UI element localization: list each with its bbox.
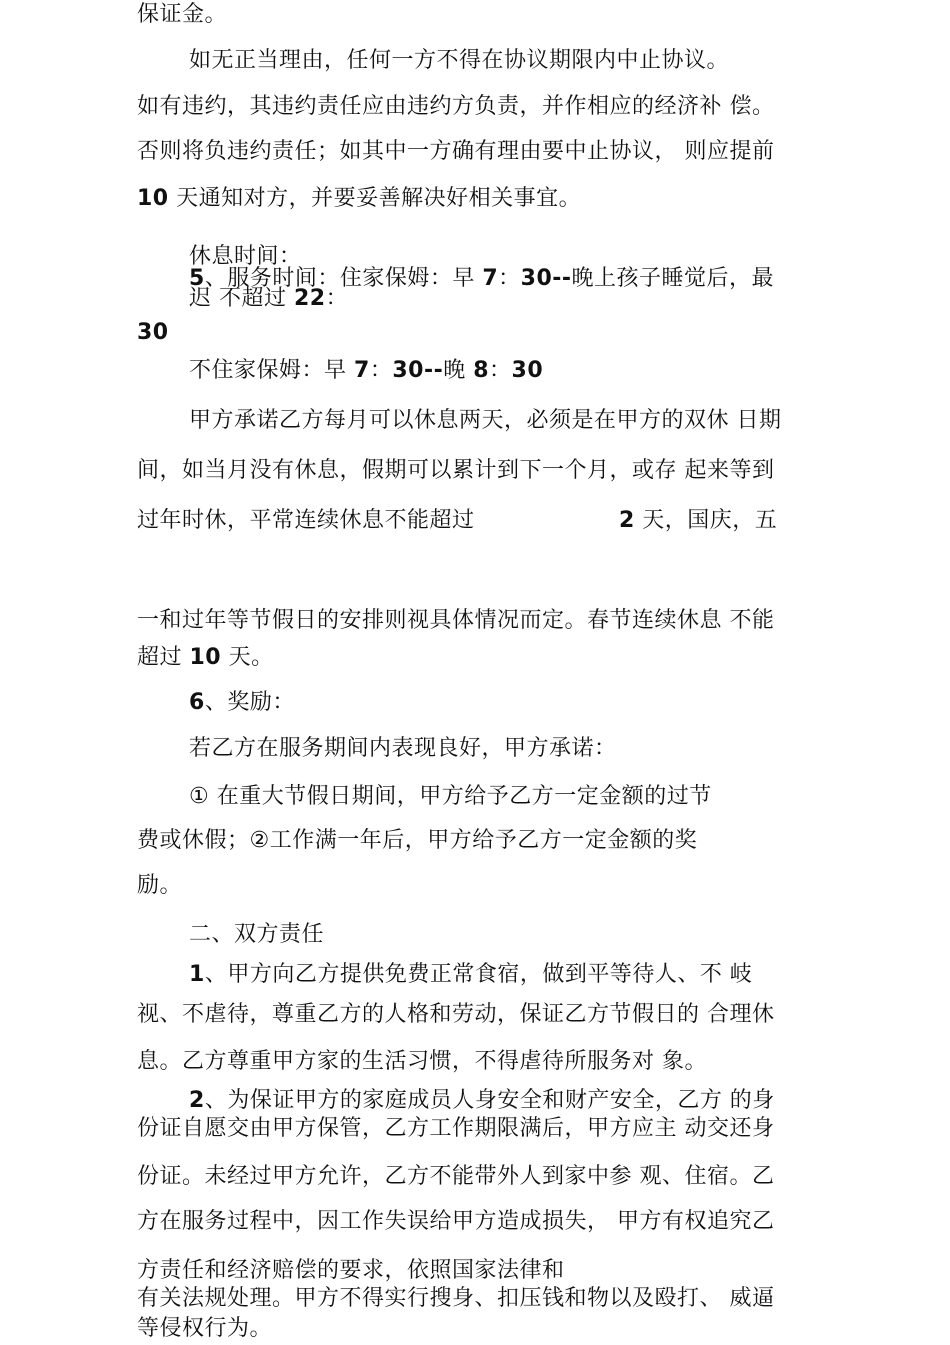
text-segment: 天。 — [221, 645, 274, 670]
bold-text: 2 — [619, 508, 635, 533]
text-line — [189, 734, 617, 764]
text-segment: 休息时间： — [189, 244, 302, 269]
text-line — [137, 1256, 565, 1286]
bold-text: 5 — [189, 266, 205, 291]
text-segment: 份证自愿交由甲方保管，乙方工作期限满后，甲方应主 动交还身 — [137, 1116, 775, 1141]
text-segment: ① 在重大节假日期间，甲方给予乙方一定金额的过节 — [189, 784, 712, 809]
text-line — [137, 1000, 775, 1030]
text-segment: 保证金。 — [137, 2, 228, 27]
text-segment: 天，国庆，五 — [634, 508, 778, 533]
text-line — [189, 356, 543, 386]
bold-text: 30 — [137, 320, 169, 345]
text-segment: 甲方承诺乙方每月可以休息两天，必须是在甲方的双休 日期 — [189, 408, 782, 433]
text-line — [137, 1114, 775, 1144]
text-line — [137, 1207, 775, 1237]
text-segment: 若乙方在服务期间内表现良好，甲方承诺： — [189, 736, 617, 761]
bold-text: 7 — [482, 266, 499, 291]
text-segment: 、甲方向乙方提供免费正常食宿，做到平等待人、不 岐 — [204, 962, 753, 987]
text-line — [137, 1047, 707, 1077]
bold-text: 7 — [354, 358, 370, 383]
text-segment: 费或休假；②工作满一年后，甲方给予乙方一定金额的奖 — [137, 828, 698, 853]
text-segment: 、为保证甲方的家庭成员人身安全和财产安全，乙方 的身 — [204, 1088, 775, 1113]
text-segment: 方在服务过程中，因工作失误给甲方造成损失， 甲方有权追究乙 — [137, 1209, 775, 1234]
text-segment: ： — [498, 266, 521, 291]
text-line — [137, 871, 182, 901]
text-segment: 、奖励： — [204, 690, 295, 715]
bold-text: 10 — [137, 186, 169, 211]
bold-text: 22 — [294, 286, 326, 311]
text-line — [137, 606, 775, 636]
text-line — [189, 782, 712, 812]
text-segment: 天通知对方，并要妥善解决好相关事宜。 — [168, 186, 582, 211]
text-segment: 过年时休，平常连续休息不能超过 — [137, 508, 475, 533]
bold-text: 8 — [473, 358, 490, 383]
text-segment: 间，如当月没有休息，假期可以累计到下一个月，或存 起来等到 — [137, 458, 775, 483]
bold-text: 6 — [189, 690, 205, 715]
bold-text: 10 — [189, 645, 222, 670]
text-segment: ： — [325, 286, 349, 311]
text-line — [619, 506, 777, 536]
bold-text: 30-- — [392, 358, 444, 383]
text-line — [137, 137, 775, 167]
text-segment: 息。乙方尊重甲方家的生活习惯，不得虐待所服务对 象。 — [137, 1049, 707, 1074]
text-line — [137, 456, 775, 486]
text-segment: ： — [369, 358, 393, 383]
text-segment: 超过 — [137, 645, 190, 670]
text-line — [137, 643, 274, 673]
text-segment: 晚 — [443, 358, 474, 383]
text-line — [137, 0, 227, 30]
text-segment: 等侵权行为。 — [137, 1316, 273, 1341]
text-segment: 励。 — [137, 873, 183, 898]
text-segment: 迟 不超过 — [189, 286, 294, 311]
text-line — [189, 1086, 775, 1116]
text-segment: 二、双方责任 — [189, 922, 325, 947]
text-segment: 晚上孩子睡觉后，最 — [571, 266, 775, 291]
bold-text: 30 — [511, 358, 544, 383]
text-line — [189, 406, 782, 436]
text-segment: 有关法规处理。甲方不得实行搜身、扣压钱和物以及殴打、 威逼 — [137, 1286, 775, 1311]
text-line — [189, 688, 295, 718]
text-line — [137, 1284, 775, 1314]
text-segment: 如无正当理由，任何一方不得在协议期限内中止协议。 — [189, 48, 730, 73]
bold-text: 1 — [189, 962, 205, 987]
text-line — [137, 184, 581, 214]
text-segment: 如有违约，其违约责任应由违约方负责，并作相应的经济补 偿。 — [137, 94, 775, 119]
text-segment: 方责任和经济赔偿的要求，依照国家法律和 — [137, 1258, 565, 1283]
text-line — [137, 92, 775, 122]
text-segment: 一和过年等节假日的安排则视具体情况而定。春节连续休息 不能 — [137, 608, 775, 633]
text-segment: 否则将负违约责任；如其中一方确有理由要中止协议， 则应提前 — [137, 139, 775, 164]
text-segment: 不住家保姆：早 — [189, 358, 354, 383]
text-line — [189, 960, 752, 990]
text-line — [137, 826, 697, 856]
text-segment: 视、不虐待，尊重乙方的人格和劳动，保证乙方节假日的 合理休 — [137, 1002, 775, 1027]
text-line — [189, 920, 324, 950]
bold-text: 30-- — [520, 266, 572, 291]
text-segment: ： — [489, 358, 512, 383]
text-segment: 份证。未经过甲方允许，乙方不能带外人到家中参 观、住宿。乙 — [137, 1164, 775, 1189]
text-line — [137, 1314, 272, 1344]
text-line — [137, 1162, 775, 1192]
text-line — [189, 284, 348, 314]
text-line — [137, 318, 169, 348]
text-line — [189, 46, 729, 76]
text-segment: 、服务时间：住家保姆：早 — [204, 266, 483, 291]
text-line — [137, 506, 475, 536]
bold-text: 2 — [189, 1088, 205, 1113]
